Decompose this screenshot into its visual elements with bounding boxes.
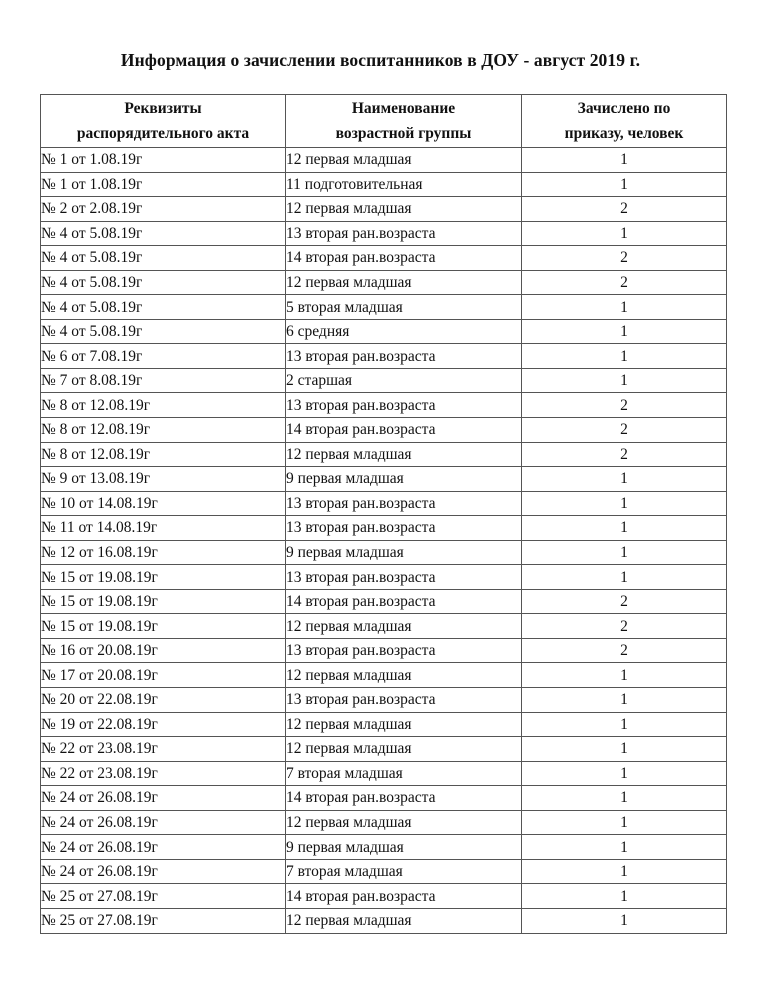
- header-group-name: [286, 95, 522, 148]
- group-name-cell: 13 вторая ран.возраста: [286, 491, 522, 516]
- group-name-cell: 5 вторая младшая: [286, 295, 522, 320]
- group-name-cell: 12 первая младшая: [286, 663, 522, 688]
- act-details-cell: № 22 от 23.08.19г: [41, 737, 286, 762]
- group-name-cell: 14 вторая ран.возраста: [286, 418, 522, 443]
- enrolled-count-cell: 1: [522, 835, 727, 860]
- act-details-cell: № 20 от 22.08.19г: [41, 688, 286, 713]
- group-name-cell: 12 первая младшая: [286, 712, 522, 737]
- group-name-cell: 14 вторая ран.возраста: [286, 589, 522, 614]
- table-row: [41, 737, 727, 762]
- act-details-cell: № 1 от 1.08.19г: [41, 172, 286, 197]
- table-row: [41, 319, 727, 344]
- enrolled-count-cell: 1: [522, 565, 727, 590]
- act-details-cell: № 19 от 22.08.19г: [41, 712, 286, 737]
- table-row: [41, 786, 727, 811]
- group-name-cell: 12 первая младшая: [286, 442, 522, 467]
- enrolled-count-cell: 1: [522, 737, 727, 762]
- table-row: [41, 393, 727, 418]
- table-row: [41, 884, 727, 909]
- enrolled-count-cell: 1: [522, 688, 727, 713]
- act-details-cell: № 11 от 14.08.19г: [41, 516, 286, 541]
- act-details-cell: № 24 от 26.08.19г: [41, 810, 286, 835]
- act-details-cell: № 12 от 16.08.19г: [41, 540, 286, 565]
- table-row: [41, 270, 727, 295]
- group-name-cell: 11 подготовительная: [286, 172, 522, 197]
- table-row: [41, 908, 727, 933]
- table-header-row: [41, 95, 727, 148]
- enrolled-count-cell: 1: [522, 467, 727, 492]
- group-name-cell: 12 первая младшая: [286, 197, 522, 222]
- enrolled-count-cell: 1: [522, 172, 727, 197]
- act-details-cell: № 9 от 13.08.19г: [41, 467, 286, 492]
- header-act-line-1: Реквизиты: [124, 100, 202, 117]
- act-details-cell: № 15 от 19.08.19г: [41, 614, 286, 639]
- table-row: [41, 172, 727, 197]
- enrolled-count-cell: 1: [522, 884, 727, 909]
- table-row: [41, 810, 727, 835]
- act-details-cell: № 4 от 5.08.19г: [41, 221, 286, 246]
- table-row: [41, 418, 727, 443]
- enrolled-count-cell: 1: [522, 540, 727, 565]
- group-name-cell: 12 первая младшая: [286, 737, 522, 762]
- table-row: [41, 516, 727, 541]
- act-details-cell: № 4 от 5.08.19г: [41, 270, 286, 295]
- header-act-details: [41, 95, 286, 148]
- group-name-cell: 9 первая младшая: [286, 540, 522, 565]
- enrolled-count-cell: 1: [522, 221, 727, 246]
- header-count-line-2: приказу, человек: [564, 125, 684, 142]
- group-name-cell: 9 первая младшая: [286, 835, 522, 860]
- enrolled-count-cell: 1: [522, 516, 727, 541]
- act-details-cell: № 24 от 26.08.19г: [41, 859, 286, 884]
- table-row: [41, 565, 727, 590]
- enrolled-count-cell: 1: [522, 148, 727, 173]
- group-name-cell: 13 вторая ран.возраста: [286, 516, 522, 541]
- enrolled-count-cell: 2: [522, 393, 727, 418]
- enrolled-count-cell: 1: [522, 786, 727, 811]
- table-row: [41, 712, 727, 737]
- act-details-cell: № 15 от 19.08.19г: [41, 565, 286, 590]
- enrolled-count-cell: 1: [522, 295, 727, 320]
- table-row: [41, 246, 727, 271]
- table-row: [41, 344, 727, 369]
- table-row: [41, 761, 727, 786]
- enrolled-count-cell: 2: [522, 246, 727, 271]
- enrolled-count-cell: 2: [522, 442, 727, 467]
- group-name-cell: 12 первая младшая: [286, 270, 522, 295]
- group-name-cell: 6 средняя: [286, 319, 522, 344]
- table-row: [41, 835, 727, 860]
- enrolled-count-cell: 2: [522, 197, 727, 222]
- group-name-cell: 9 первая младшая: [286, 467, 522, 492]
- act-details-cell: № 8 от 12.08.19г: [41, 393, 286, 418]
- act-details-cell: № 24 от 26.08.19г: [41, 786, 286, 811]
- group-name-cell: 14 вторая ран.возраста: [286, 786, 522, 811]
- table-row: [41, 688, 727, 713]
- group-name-cell: 13 вторая ран.возраста: [286, 221, 522, 246]
- table-row: [41, 295, 727, 320]
- table-row: [41, 589, 727, 614]
- act-details-cell: № 25 от 27.08.19г: [41, 908, 286, 933]
- enrolled-count-cell: 1: [522, 491, 727, 516]
- enrolled-count-cell: 2: [522, 270, 727, 295]
- table-row: [41, 491, 727, 516]
- enrolled-count-cell: 1: [522, 712, 727, 737]
- table-row: [41, 614, 727, 639]
- group-name-cell: 7 вторая младшая: [286, 761, 522, 786]
- group-name-cell: 7 вторая младшая: [286, 859, 522, 884]
- act-details-cell: № 10 от 14.08.19г: [41, 491, 286, 516]
- enrolled-count-cell: 1: [522, 319, 727, 344]
- act-details-cell: № 16 от 20.08.19г: [41, 638, 286, 663]
- table-row: [41, 467, 727, 492]
- group-name-cell: 2 старшая: [286, 368, 522, 393]
- enrollment-table: [40, 94, 727, 934]
- enrolled-count-cell: 1: [522, 761, 727, 786]
- act-details-cell: № 22 от 23.08.19г: [41, 761, 286, 786]
- act-details-cell: № 25 от 27.08.19г: [41, 884, 286, 909]
- act-details-cell: № 15 от 19.08.19г: [41, 589, 286, 614]
- enrolled-count-cell: 2: [522, 638, 727, 663]
- table-row: [41, 540, 727, 565]
- enrolled-count-cell: 1: [522, 663, 727, 688]
- header-enrolled-count: [522, 95, 727, 148]
- group-name-cell: 12 первая младшая: [286, 908, 522, 933]
- act-details-cell: № 8 от 12.08.19г: [41, 442, 286, 467]
- act-details-cell: № 8 от 12.08.19г: [41, 418, 286, 443]
- enrolled-count-cell: 1: [522, 368, 727, 393]
- header-group-line-2: возрастной группы: [335, 125, 472, 142]
- act-details-cell: № 7 от 8.08.19г: [41, 368, 286, 393]
- enrolled-count-cell: 2: [522, 614, 727, 639]
- table-body: [41, 148, 727, 934]
- table-row: [41, 663, 727, 688]
- act-details-cell: № 4 от 5.08.19г: [41, 319, 286, 344]
- group-name-cell: 14 вторая ран.возраста: [286, 884, 522, 909]
- act-details-cell: № 4 от 5.08.19г: [41, 246, 286, 271]
- header-act-line-2: распорядительного акта: [76, 125, 250, 142]
- enrolled-count-cell: 2: [522, 589, 727, 614]
- table-row: [41, 442, 727, 467]
- group-name-cell: 12 первая младшая: [286, 148, 522, 173]
- group-name-cell: 13 вторая ран.возраста: [286, 638, 522, 663]
- enrolled-count-cell: 1: [522, 859, 727, 884]
- table-row: [41, 638, 727, 663]
- enrolled-count-cell: 1: [522, 344, 727, 369]
- act-details-cell: № 6 от 7.08.19г: [41, 344, 286, 369]
- group-name-cell: 14 вторая ран.возраста: [286, 246, 522, 271]
- header-group-line-1: Наименование: [351, 100, 456, 117]
- act-details-cell: № 1 от 1.08.19г: [41, 148, 286, 173]
- page-title: Информация о зачислении воспитанников в ДОУ - август 2019 г.: [120, 50, 641, 70]
- act-details-cell: № 24 от 26.08.19г: [41, 835, 286, 860]
- enrolled-count-cell: 1: [522, 810, 727, 835]
- header-count-line-1: Зачислено по: [577, 100, 671, 117]
- enrolled-count-cell: 2: [522, 418, 727, 443]
- group-name-cell: 13 вторая ран.возраста: [286, 393, 522, 418]
- act-details-cell: № 17 от 20.08.19г: [41, 663, 286, 688]
- group-name-cell: 13 вторая ран.возраста: [286, 565, 522, 590]
- group-name-cell: 13 вторая ран.возраста: [286, 688, 522, 713]
- table-row: [41, 368, 727, 393]
- act-details-cell: № 4 от 5.08.19г: [41, 295, 286, 320]
- table-row: [41, 148, 727, 173]
- group-name-cell: 13 вторая ран.возраста: [286, 344, 522, 369]
- table-row: [41, 197, 727, 222]
- act-details-cell: № 2 от 2.08.19г: [41, 197, 286, 222]
- group-name-cell: 12 первая младшая: [286, 810, 522, 835]
- table-row: [41, 859, 727, 884]
- group-name-cell: 12 первая младшая: [286, 614, 522, 639]
- table-row: [41, 221, 727, 246]
- enrolled-count-cell: 1: [522, 908, 727, 933]
